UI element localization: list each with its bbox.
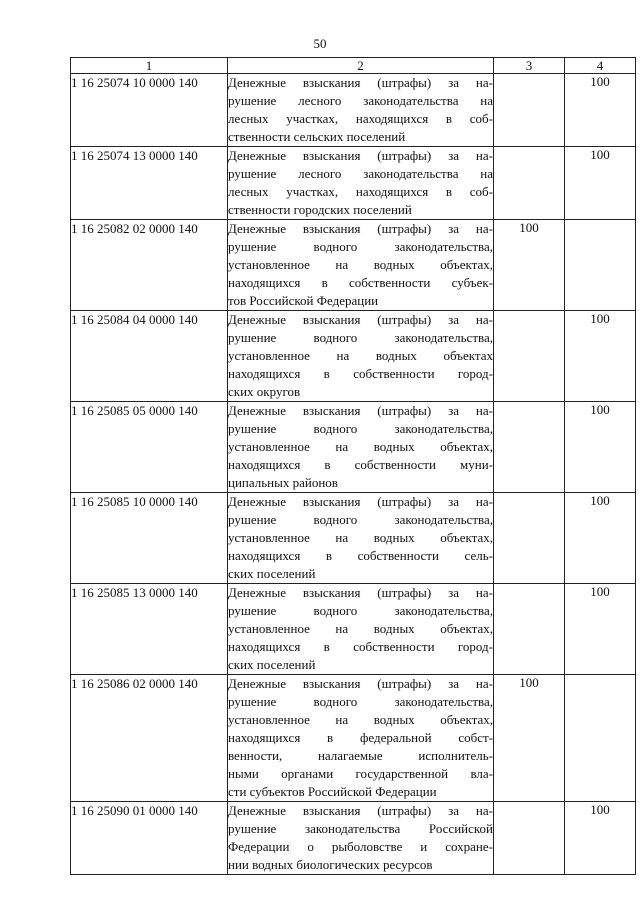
description-line: Денежные взыскания (штрафы) за на- (228, 75, 493, 90)
percent-column-4 (565, 220, 636, 311)
description-line: рушение лесного законодательства на (228, 93, 493, 108)
percent-column-4: 100 (565, 584, 636, 675)
description-line: рушение водного законодательства, (228, 512, 493, 527)
percent-column-3 (494, 584, 565, 675)
percent-column-3: 100 (494, 675, 565, 802)
description-line: рушение водного законодательства, (228, 603, 493, 618)
description-line: находящихся в собственности сель- (228, 548, 493, 563)
description-line: установленное на водных объектах, (228, 712, 493, 727)
percent-column-4: 100 (565, 74, 636, 147)
income-description (228, 311, 494, 402)
header-col-1: 1 (71, 58, 228, 74)
description-line: находящихся в собственности субъек- (228, 275, 493, 290)
percent-column-3 (494, 147, 565, 220)
description-line: установленное на водных объектах, (228, 530, 493, 545)
classification-code: 1 16 25085 05 0000 140 (71, 402, 228, 493)
description-line: Денежные взыскания (штрафы) за на- (228, 148, 493, 163)
income-description (228, 402, 494, 493)
percent-column-3 (494, 311, 565, 402)
description-line: установленное на водных объектах, (228, 621, 493, 636)
description-line: Денежные взыскания (штрафы) за на- (228, 676, 493, 691)
table-row (71, 220, 636, 311)
percent-column-3 (494, 74, 565, 147)
percent-column-3 (494, 493, 565, 584)
table-row (71, 147, 636, 220)
description-line: находящихся в собственности муни- (228, 457, 493, 472)
description-line: находящихся в собственности город- (228, 366, 493, 381)
percent-column-4: 100 (565, 493, 636, 584)
income-description (228, 675, 494, 802)
description-line: Денежные взыскания (штрафы) за на- (228, 585, 493, 600)
classification-code: 1 16 25074 13 0000 140 (71, 147, 228, 220)
description-line: Денежные взыскания (штрафы) за на- (228, 803, 493, 818)
description-line: рушение лесного законодательства на (228, 166, 493, 181)
description-line: установленное на водных объектах, (228, 257, 493, 272)
description-line: Денежные взыскания (штрафы) за на- (228, 494, 493, 509)
description-line: рушение водного законодательства, (228, 239, 493, 254)
income-description (228, 802, 494, 875)
table-body (71, 74, 636, 875)
table-row (71, 584, 636, 675)
table-row (71, 802, 636, 875)
description-line: рушение водного законодательства, (228, 330, 493, 345)
percent-column-4: 100 (565, 311, 636, 402)
table-row (71, 675, 636, 802)
income-description (228, 493, 494, 584)
description-line: рушение законодательства Российской (228, 821, 493, 836)
table-row (71, 402, 636, 493)
description-line: Федерации о рыболовстве и сохране- (228, 839, 493, 854)
description-line: ских поселений (228, 657, 316, 672)
percent-column-3 (494, 402, 565, 493)
description-line: венности, налагаемые исполнитель- (228, 748, 493, 763)
description-line: Денежные взыскания (штрафы) за на- (228, 312, 493, 327)
description-line: ских округов (228, 384, 301, 399)
income-description (228, 147, 494, 220)
header-col-3: 3 (494, 58, 565, 74)
description-line: Денежные взыскания (штрафы) за на- (228, 221, 493, 236)
description-line: ственности сельских поселений (228, 129, 406, 144)
description-line: рушение водного законодательства, (228, 421, 493, 436)
classification-code: 1 16 25086 02 0000 140 (71, 675, 228, 802)
budget-classification-table (70, 57, 636, 875)
percent-column-4 (565, 675, 636, 802)
description-line: ципальных районов (228, 475, 338, 490)
description-line: находящихся в собственности город- (228, 639, 493, 654)
percent-column-4: 100 (565, 147, 636, 220)
header-col-2: 2 (228, 58, 494, 74)
table-row (71, 493, 636, 584)
table-row (71, 311, 636, 402)
description-line: установленное на водных объектах, (228, 439, 493, 454)
classification-code: 1 16 25074 10 0000 140 (71, 74, 228, 147)
description-line: установленное на водных объектах (228, 348, 493, 363)
description-line: лесных участках, находящихся в соб- (228, 184, 493, 199)
description-line: лесных участках, находящихся в соб- (228, 111, 493, 126)
percent-column-3 (494, 802, 565, 875)
classification-code: 1 16 25085 10 0000 140 (71, 493, 228, 584)
description-line: ских поселений (228, 566, 316, 581)
classification-code: 1 16 25085 13 0000 140 (71, 584, 228, 675)
table-row (71, 74, 636, 147)
page-number: 50 (313, 36, 327, 51)
description-line: тов Российской Федерации (228, 293, 379, 308)
income-description (228, 74, 494, 147)
income-description (228, 584, 494, 675)
percent-column-4: 100 (565, 402, 636, 493)
percent-column-3: 100 (494, 220, 565, 311)
income-description (228, 220, 494, 311)
header-col-4: 4 (565, 58, 636, 74)
classification-code: 1 16 25082 02 0000 140 (71, 220, 228, 311)
description-line: находящихся в федеральной собст- (228, 730, 493, 745)
description-line: нии водных биологических ресурсов (228, 857, 433, 872)
percent-column-4: 100 (565, 802, 636, 875)
description-line: Денежные взыскания (штрафы) за на- (228, 403, 493, 418)
description-line: ственности городских поселений (228, 202, 412, 217)
classification-code: 1 16 25090 01 0000 140 (71, 802, 228, 875)
classification-code: 1 16 25084 04 0000 140 (71, 311, 228, 402)
table-header-row (71, 58, 636, 74)
description-line: рушение водного законодательства, (228, 694, 493, 709)
description-line: сти субъектов Российской Федерации (228, 784, 437, 799)
description-line: ными органами государственной вла- (228, 766, 493, 781)
